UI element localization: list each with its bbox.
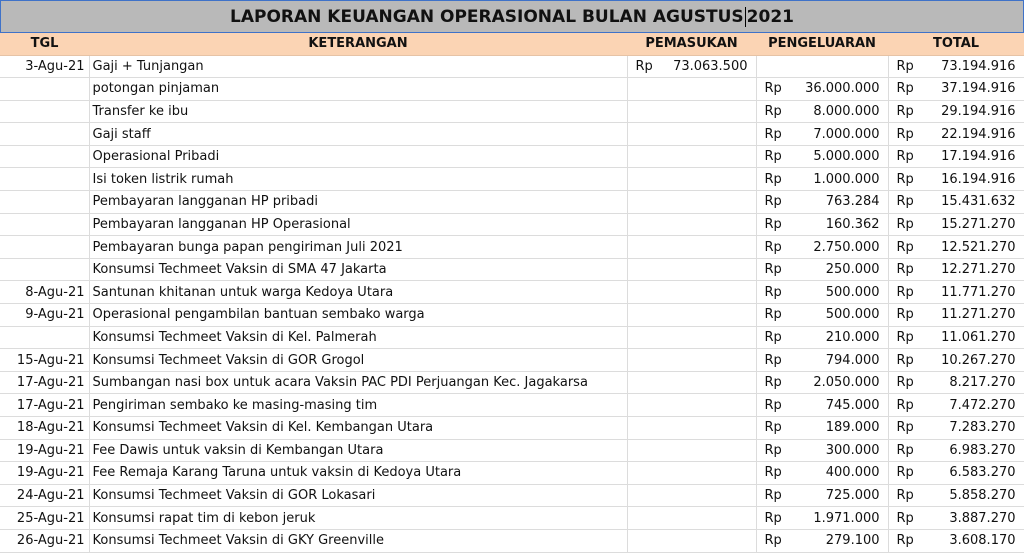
income-amount-cell[interactable]	[657, 304, 756, 327]
table-row	[0, 484, 1024, 507]
expense-currency-cell[interactable]: Rp	[756, 507, 786, 530]
expense-currency-cell[interactable]: Rp	[756, 258, 786, 281]
total-amount-cell[interactable]: 5.858.270	[918, 484, 1024, 507]
expense-amount-cell[interactable]: 160.362	[786, 213, 888, 236]
income-currency-cell[interactable]	[627, 326, 657, 349]
income-currency-cell[interactable]	[627, 349, 657, 372]
date-cell[interactable]: 17-Agu-21	[0, 394, 89, 417]
income-amount-cell[interactable]	[657, 417, 756, 440]
table-row	[0, 326, 1024, 349]
total-amount-cell[interactable]: 7.283.270	[918, 417, 1024, 440]
expense-amount-cell[interactable]: 210.000	[786, 326, 888, 349]
income-currency-cell[interactable]	[627, 529, 657, 552]
expense-currency-cell[interactable]: Rp	[756, 123, 786, 146]
date-cell[interactable]: 18-Agu-21	[0, 417, 89, 440]
expense-currency-cell[interactable]: Rp	[756, 168, 786, 191]
table-row	[0, 168, 1024, 191]
total-currency-cell[interactable]: Rp	[888, 236, 918, 259]
total-amount-cell[interactable]: 6.583.270	[918, 462, 1024, 485]
text-cursor	[745, 7, 746, 27]
income-amount-cell[interactable]	[657, 484, 756, 507]
income-currency-cell[interactable]	[627, 507, 657, 530]
report-title-main: LAPORAN KEUANGAN OPERASIONAL BULAN AGUSTUS	[230, 6, 744, 27]
total-currency-cell[interactable]: Rp	[888, 349, 918, 372]
expense-amount-cell[interactable]: 2.050.000	[786, 371, 888, 394]
expense-amount-cell[interactable]: 1.000.000	[786, 168, 888, 191]
description-cell[interactable]: Pembayaran langganan HP Operasional	[89, 213, 627, 236]
income-amount-cell[interactable]	[657, 100, 756, 123]
description-cell[interactable]: Operasional pengambilan bantuan sembako warga	[89, 304, 627, 327]
total-currency-cell[interactable]: Rp	[888, 529, 918, 552]
total-currency-cell[interactable]: Rp	[888, 258, 918, 281]
total-amount-cell[interactable]: 15.431.632	[918, 191, 1024, 214]
table-row	[0, 100, 1024, 123]
expense-currency-cell[interactable]: Rp	[756, 529, 786, 552]
expense-currency-cell[interactable]: Rp	[756, 439, 786, 462]
income-amount-cell[interactable]	[657, 462, 756, 485]
header-tgl[interactable]: TGL	[0, 33, 89, 55]
total-amount-cell[interactable]: 37.194.916	[918, 78, 1024, 101]
total-amount-cell[interactable]: 12.271.270	[918, 258, 1024, 281]
expense-amount-cell[interactable]: 300.000	[786, 439, 888, 462]
description-cell[interactable]: Gaji + Tunjangan	[89, 55, 627, 78]
table-row	[0, 349, 1024, 372]
expense-amount-cell[interactable]: 763.284	[786, 191, 888, 214]
expense-currency-cell[interactable]: Rp	[756, 394, 786, 417]
total-currency-cell[interactable]: Rp	[888, 281, 918, 304]
date-cell[interactable]	[0, 145, 89, 168]
expense-amount-cell[interactable]: 400.000	[786, 462, 888, 485]
description-cell[interactable]: Pembayaran langganan HP pribadi	[89, 191, 627, 214]
income-currency-cell[interactable]	[627, 462, 657, 485]
income-currency-cell[interactable]	[627, 484, 657, 507]
total-currency-cell[interactable]: Rp	[888, 304, 918, 327]
total-amount-cell[interactable]: 11.771.270	[918, 281, 1024, 304]
total-currency-cell[interactable]: Rp	[888, 145, 918, 168]
header-row	[0, 33, 1024, 55]
date-cell[interactable]: 3-Agu-21	[0, 55, 89, 78]
income-amount-cell[interactable]	[657, 394, 756, 417]
table-row	[0, 304, 1024, 327]
date-cell[interactable]: 25-Agu-21	[0, 507, 89, 530]
date-cell[interactable]: 19-Agu-21	[0, 462, 89, 485]
table-row	[0, 258, 1024, 281]
income-amount-cell[interactable]	[657, 168, 756, 191]
expense-currency-cell[interactable]: Rp	[756, 145, 786, 168]
table-row	[0, 439, 1024, 462]
expense-amount-cell[interactable]: 250.000	[786, 258, 888, 281]
date-cell[interactable]: 17-Agu-21	[0, 371, 89, 394]
income-currency-cell[interactable]	[627, 394, 657, 417]
table-body	[0, 55, 1024, 552]
description-cell[interactable]: Transfer ke ibu	[89, 100, 627, 123]
total-currency-cell[interactable]: Rp	[888, 78, 918, 101]
table-row	[0, 281, 1024, 304]
income-currency-cell[interactable]	[627, 168, 657, 191]
income-amount-cell[interactable]	[657, 191, 756, 214]
total-amount-cell[interactable]: 11.061.270	[918, 326, 1024, 349]
finance-table	[0, 33, 1024, 553]
expense-amount-cell[interactable]: 745.000	[786, 394, 888, 417]
description-cell[interactable]: Isi token listrik rumah	[89, 168, 627, 191]
total-currency-cell[interactable]: Rp	[888, 326, 918, 349]
date-cell[interactable]: 15-Agu-21	[0, 349, 89, 372]
expense-amount-cell[interactable]: 500.000	[786, 304, 888, 327]
total-currency-cell[interactable]: Rp	[888, 484, 918, 507]
income-amount-cell[interactable]	[657, 78, 756, 101]
description-cell[interactable]: Konsumsi Techmeet Vaksin di SMA 47 Jakarta	[89, 258, 627, 281]
income-amount-cell[interactable]	[657, 439, 756, 462]
table-row	[0, 462, 1024, 485]
table-row	[0, 145, 1024, 168]
description-cell[interactable]: Santunan khitanan untuk warga Kedoya Utara	[89, 281, 627, 304]
description-cell[interactable]: Pengiriman sembako ke masing-masing tim	[89, 394, 627, 417]
income-currency-cell[interactable]	[627, 78, 657, 101]
date-cell[interactable]	[0, 168, 89, 191]
expense-currency-cell[interactable]: Rp	[756, 236, 786, 259]
expense-amount-cell[interactable]	[786, 55, 888, 78]
expense-amount-cell[interactable]: 500.000	[786, 281, 888, 304]
income-currency-cell[interactable]	[627, 100, 657, 123]
expense-currency-cell[interactable]: Rp	[756, 281, 786, 304]
table-row	[0, 417, 1024, 440]
total-currency-cell[interactable]: Rp	[888, 371, 918, 394]
income-currency-cell[interactable]	[627, 145, 657, 168]
total-currency-cell[interactable]: Rp	[888, 100, 918, 123]
description-cell[interactable]: Konsumsi rapat tim di kebon jeruk	[89, 507, 627, 530]
expense-amount-cell[interactable]: 725.000	[786, 484, 888, 507]
expense-currency-cell[interactable]: Rp	[756, 78, 786, 101]
date-cell[interactable]	[0, 78, 89, 101]
table-row	[0, 191, 1024, 214]
header-pemasukan[interactable]: PEMASUKAN	[627, 33, 756, 55]
income-amount-cell[interactable]	[657, 145, 756, 168]
table-row	[0, 213, 1024, 236]
total-currency-cell[interactable]: Rp	[888, 462, 918, 485]
income-amount-cell[interactable]	[657, 281, 756, 304]
expense-currency-cell[interactable]: Rp	[756, 371, 786, 394]
total-currency-cell[interactable]: Rp	[888, 417, 918, 440]
description-cell[interactable]: Konsumsi Techmeet Vaksin di GOR Lokasari	[89, 484, 627, 507]
total-currency-cell[interactable]: Rp	[888, 439, 918, 462]
expense-amount-cell[interactable]: 36.000.000	[786, 78, 888, 101]
expense-amount-cell[interactable]: 279.100	[786, 529, 888, 552]
income-currency-cell[interactable]: Rp	[627, 55, 657, 78]
total-currency-cell[interactable]: Rp	[888, 168, 918, 191]
expense-currency-cell[interactable]: Rp	[756, 326, 786, 349]
expense-amount-cell[interactable]: 8.000.000	[786, 100, 888, 123]
income-amount-cell[interactable]	[657, 371, 756, 394]
description-cell[interactable]: Fee Dawis untuk vaksin di Kembangan Utara	[89, 439, 627, 462]
description-cell[interactable]: potongan pinjaman	[89, 78, 627, 101]
total-currency-cell[interactable]: Rp	[888, 123, 918, 146]
total-amount-cell[interactable]: 8.217.270	[918, 371, 1024, 394]
date-cell[interactable]: 19-Agu-21	[0, 439, 89, 462]
description-cell[interactable]: Gaji staff	[89, 123, 627, 146]
income-currency-cell[interactable]	[627, 439, 657, 462]
report-title-year: 2021	[746, 6, 794, 27]
description-cell[interactable]: Operasional Pribadi	[89, 145, 627, 168]
expense-currency-cell[interactable]: Rp	[756, 484, 786, 507]
income-currency-cell[interactable]	[627, 236, 657, 259]
header-total[interactable]: TOTAL	[888, 33, 1024, 55]
income-currency-cell[interactable]	[627, 281, 657, 304]
date-cell[interactable]	[0, 123, 89, 146]
total-amount-cell[interactable]: 73.194.916	[918, 55, 1024, 78]
expense-amount-cell[interactable]: 7.000.000	[786, 123, 888, 146]
total-currency-cell[interactable]: Rp	[888, 191, 918, 214]
total-amount-cell[interactable]: 15.271.270	[918, 213, 1024, 236]
table-row	[0, 371, 1024, 394]
expense-currency-cell[interactable]	[756, 55, 786, 78]
table-row	[0, 123, 1024, 146]
date-cell[interactable]: 9-Agu-21	[0, 304, 89, 327]
description-cell[interactable]: Konsumsi Techmeet Vaksin di Kel. Kembangan Utara	[89, 417, 627, 440]
total-amount-cell[interactable]: 17.194.916	[918, 145, 1024, 168]
income-amount-cell[interactable]	[657, 258, 756, 281]
total-amount-cell[interactable]: 6.983.270	[918, 439, 1024, 462]
expense-currency-cell[interactable]: Rp	[756, 100, 786, 123]
expense-currency-cell[interactable]: Rp	[756, 213, 786, 236]
expense-currency-cell[interactable]: Rp	[756, 349, 786, 372]
income-amount-cell[interactable]	[657, 326, 756, 349]
income-currency-cell[interactable]	[627, 191, 657, 214]
income-currency-cell[interactable]	[627, 258, 657, 281]
total-amount-cell[interactable]: 7.472.270	[918, 394, 1024, 417]
income-currency-cell[interactable]	[627, 417, 657, 440]
table-row	[0, 394, 1024, 417]
expense-amount-cell[interactable]: 794.000	[786, 349, 888, 372]
expense-amount-cell[interactable]: 1.971.000	[786, 507, 888, 530]
date-cell[interactable]	[0, 258, 89, 281]
date-cell[interactable]	[0, 213, 89, 236]
income-amount-cell[interactable]	[657, 236, 756, 259]
date-cell[interactable]	[0, 191, 89, 214]
income-currency-cell[interactable]	[627, 304, 657, 327]
total-amount-cell[interactable]: 29.194.916	[918, 100, 1024, 123]
expense-currency-cell[interactable]: Rp	[756, 417, 786, 440]
income-currency-cell[interactable]	[627, 213, 657, 236]
total-amount-cell[interactable]: 10.267.270	[918, 349, 1024, 372]
header-pengeluaran[interactable]: PENGELUARAN	[756, 33, 888, 55]
table-row	[0, 236, 1024, 259]
total-currency-cell[interactable]: Rp	[888, 55, 918, 78]
income-currency-cell[interactable]	[627, 123, 657, 146]
income-amount-cell[interactable]	[657, 213, 756, 236]
total-amount-cell[interactable]: 16.194.916	[918, 168, 1024, 191]
total-currency-cell[interactable]: Rp	[888, 213, 918, 236]
expense-currency-cell[interactable]: Rp	[756, 304, 786, 327]
description-cell[interactable]: Konsumsi Techmeet Vaksin di GOR Grogol	[89, 349, 627, 372]
description-cell[interactable]: Sumbangan nasi box untuk acara Vaksin PAC PDI Perjuangan Kec. Jagakarsa	[89, 371, 627, 394]
total-amount-cell[interactable]: 3.887.270	[918, 507, 1024, 530]
total-amount-cell[interactable]: 22.194.916	[918, 123, 1024, 146]
income-currency-cell[interactable]	[627, 371, 657, 394]
income-amount-cell[interactable]	[657, 123, 756, 146]
description-cell[interactable]: Fee Remaja Karang Taruna untuk vaksin di Kedoya Utara	[89, 462, 627, 485]
expense-amount-cell[interactable]: 5.000.000	[786, 145, 888, 168]
date-cell[interactable]	[0, 326, 89, 349]
table-row	[0, 529, 1024, 552]
table-row	[0, 55, 1024, 78]
total-currency-cell[interactable]: Rp	[888, 507, 918, 530]
income-amount-cell[interactable]	[657, 529, 756, 552]
date-cell[interactable]	[0, 236, 89, 259]
total-amount-cell[interactable]: 3.608.170	[918, 529, 1024, 552]
date-cell[interactable]: 26-Agu-21	[0, 529, 89, 552]
expense-amount-cell[interactable]: 189.000	[786, 417, 888, 440]
title-cell[interactable]	[0, 0, 1024, 33]
table-row	[0, 78, 1024, 101]
description-cell[interactable]: Pembayaran bunga papan pengiriman Juli 2021	[89, 236, 627, 259]
description-cell[interactable]: Konsumsi Techmeet Vaksin di GKY Greenville	[89, 529, 627, 552]
date-cell[interactable]: 24-Agu-21	[0, 484, 89, 507]
date-cell[interactable]	[0, 100, 89, 123]
description-cell[interactable]: Konsumsi Techmeet Vaksin di Kel. Palmerah	[89, 326, 627, 349]
report-title	[230, 7, 794, 27]
income-amount-cell[interactable]	[657, 507, 756, 530]
expense-amount-cell[interactable]: 2.750.000	[786, 236, 888, 259]
expense-currency-cell[interactable]: Rp	[756, 462, 786, 485]
income-amount-cell[interactable]: 73.063.500	[657, 55, 756, 78]
total-amount-cell[interactable]: 12.521.270	[918, 236, 1024, 259]
header-keterangan[interactable]: KETERANGAN	[89, 33, 627, 55]
total-currency-cell[interactable]: Rp	[888, 394, 918, 417]
date-cell[interactable]: 8-Agu-21	[0, 281, 89, 304]
table-row	[0, 507, 1024, 530]
total-amount-cell[interactable]: 11.271.270	[918, 304, 1024, 327]
expense-currency-cell[interactable]: Rp	[756, 191, 786, 214]
income-amount-cell[interactable]	[657, 349, 756, 372]
